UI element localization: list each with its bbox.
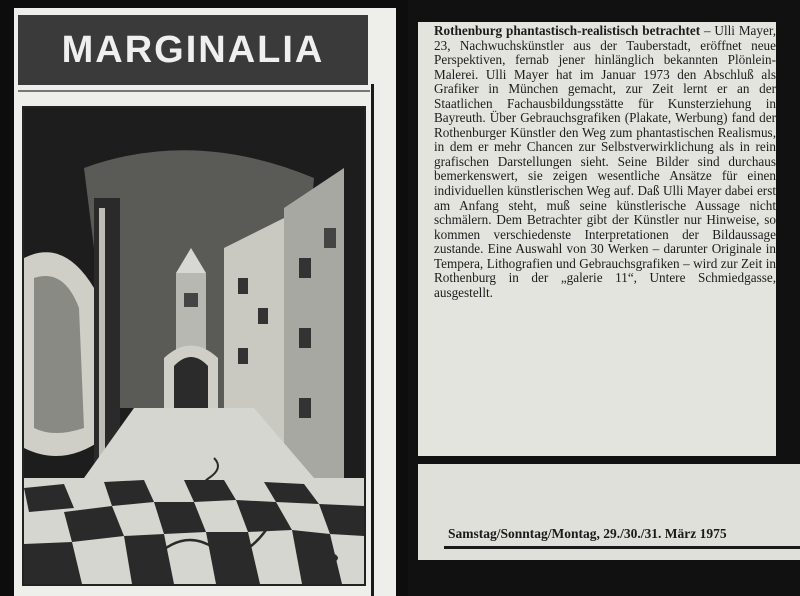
marginalia-clipping	[14, 8, 396, 596]
section-title: MARGINALIA	[61, 29, 325, 71]
section-header	[18, 15, 368, 85]
article-divider	[776, 22, 780, 456]
article-text: – Ulli Mayer, 23, Nachwuchskünstler aus der Tauberstadt, eröffnet neue Perspektiven, fernab jener hinlänglich bekannten Plönlein-Malerei. Ulli Mayer hat im Januar 1973 den Abschluß als Grafiker in München gemacht, zur Zeit lernt er an der Staatlichen Fachausbildungsstätte für Kunsterziehung in Bayreuth. Über Gebrauchsgrafiken (Plakate, Werbung) fand der Rothenburger Künstler den Weg zum phantastischen Realismus, in dem er mehr Chancen zur Selbstverwirklichung als in rein grafischen Darstellungen sieht. Seine Bilder sind durchaus bemerkenswert, sie zeigen wesentliche Ansätze für einen individuellen künstlerischen Weg auf. Daß Ulli Mayer dabei erst am Anfang steht, muß seine künstlerische Aussage nicht schmälern. Dem Betrachter gibt der Künstler nur Hinweise, so kommen verschiedenste Interpretationen der Bildaussage zustande. Eine Auswahl von 30 Werken – darunter Originale in Tempera, Lithografien und Gebrauchsgrafiken – wird zur Zeit in Rothenburg in der „galerie 11“, Untere Schmiedgasse, ausgestellt.	[434, 23, 777, 300]
article-headline: Rothenburg phantastisch-realistisch betrachtet	[434, 23, 701, 38]
column-rule	[371, 84, 374, 596]
dateline-rule	[444, 546, 800, 549]
artwork-image	[22, 106, 366, 586]
artwork-illustration	[24, 108, 364, 584]
header-divider	[18, 90, 370, 92]
article-clipping	[408, 0, 800, 596]
dateline: Samstag/Sonntag/Montag, 29./30./31. März 1975	[448, 526, 727, 541]
article-body	[434, 24, 776, 300]
